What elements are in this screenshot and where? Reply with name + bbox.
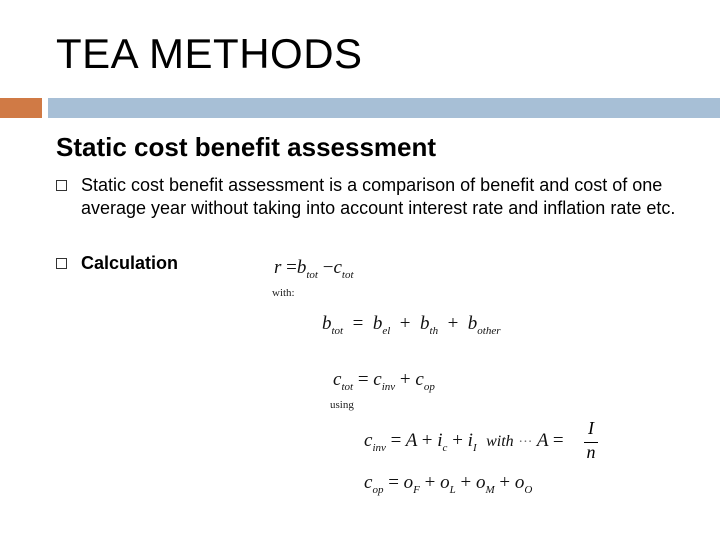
equation-net-result: $r =b_{tot} -c_{tot}$ — [274, 257, 354, 281]
square-bullet-icon — [56, 180, 67, 191]
slide-title: TEA METHODS — [56, 30, 363, 77]
using-label: using — [330, 399, 354, 411]
equation-total-cost: $c_{tot} = c_{inv} + c_{op}$ — [333, 369, 435, 393]
section-subtitle: Static cost benefit assessment — [56, 132, 437, 162]
accent-bar — [0, 98, 42, 118]
header-bar — [48, 98, 720, 118]
equation-total-benefit: $b_{tot} = b_{el} + b_{th} + b_{other}$ — [322, 313, 501, 337]
bullet-text-calculation: Calculation — [81, 253, 179, 273]
with-label: with: — [272, 287, 295, 299]
fraction-numerator: I — [588, 418, 594, 438]
equation-operating-cost: $c_{op} = o_F + o_L + o_M + o_O$ — [364, 472, 533, 496]
equation-investment-cost: $c_{inv} = A + i_c + i_I$ with ··· A = — [364, 430, 564, 454]
fraction-denominator: n — [586, 442, 596, 462]
bullet-text-definition: Static cost benefit assessment is a comparison of benefit and cost of one average year without taking into account interest rate and inflation rate etc. — [81, 175, 676, 218]
square-bullet-icon — [56, 258, 67, 269]
